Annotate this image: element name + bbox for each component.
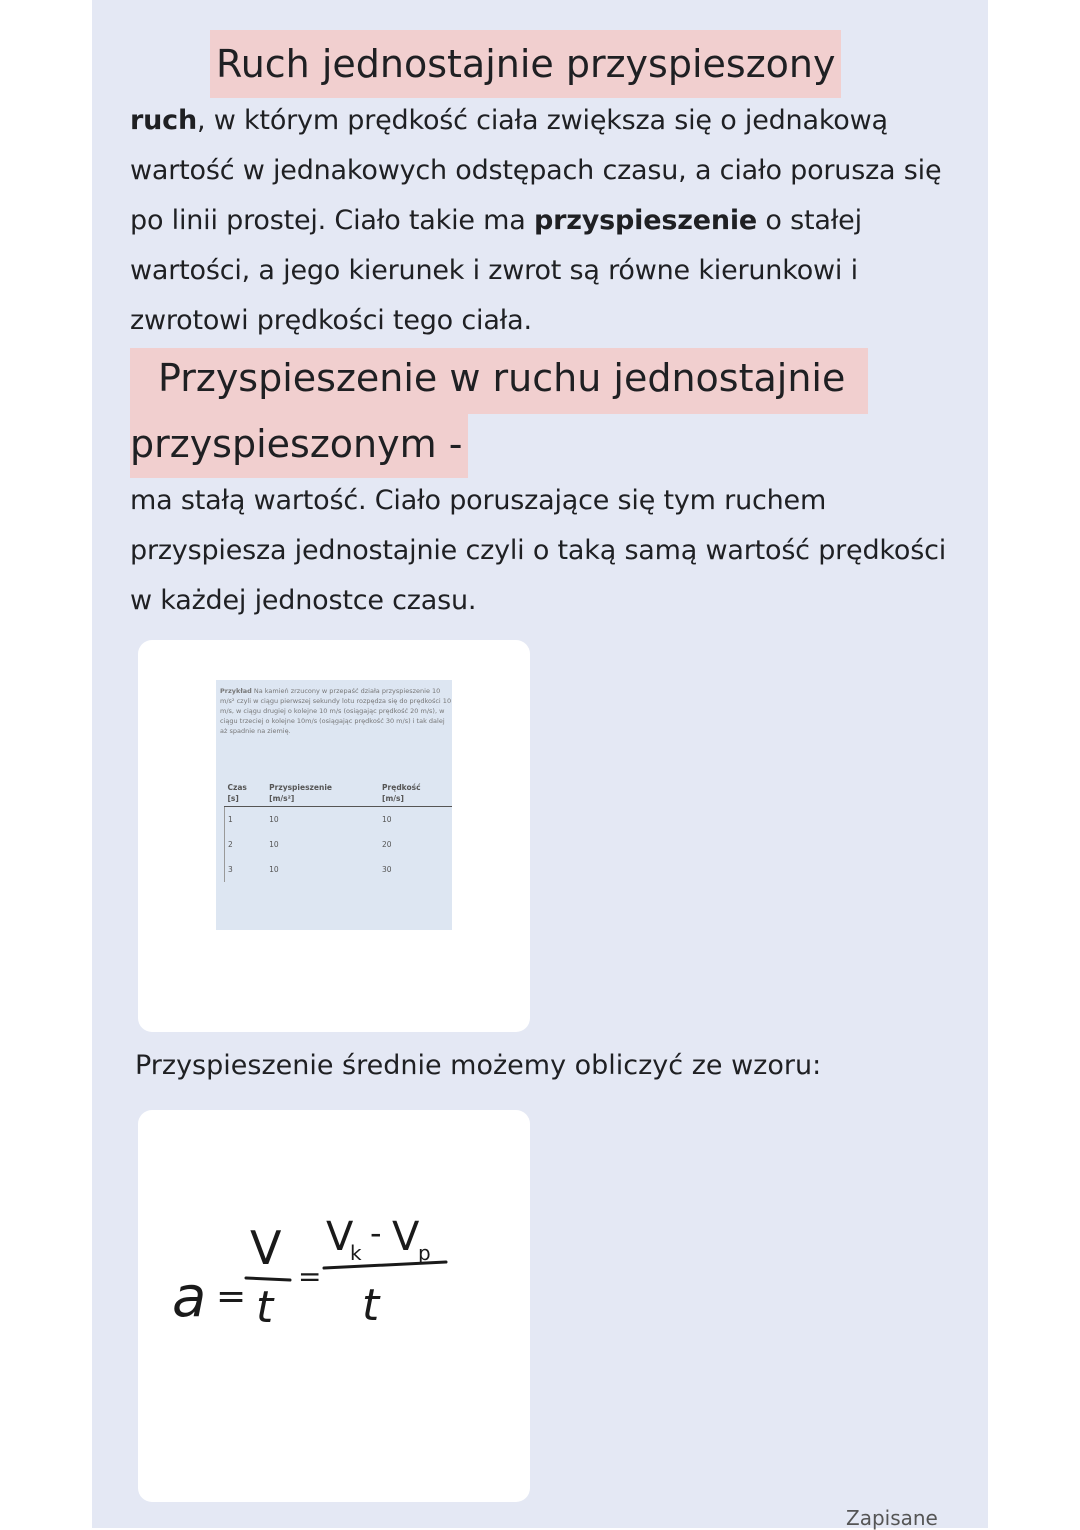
- header-przyspieszenie: Przyspieszenie [m/s²]: [266, 780, 379, 807]
- fraction-bar-2: [324, 1262, 446, 1268]
- handwriting-card[interactable]: [138, 1110, 530, 1502]
- table-row: 1 10 10: [225, 807, 453, 833]
- header-predkosc: Prędkość [m/s]: [379, 780, 452, 807]
- formula-vp: V: [392, 1214, 420, 1260]
- handwritten-formula: [138, 1110, 530, 1502]
- paragraph-text-1: , w którym prędkość ciała zwiększa się o jednakową wartość w jednakowych odstępach czasu, a ciało porusza się po linii prostej. Ciało takie ma: [130, 105, 942, 236]
- section1-paragraph: [130, 96, 950, 346]
- formula-vk-sub: k: [350, 1241, 362, 1265]
- example-image-card[interactable]: [138, 640, 530, 1032]
- save-status: Zapisane: [846, 1506, 938, 1530]
- table-row: 2 10 20: [225, 832, 453, 857]
- formula-lhs: a: [172, 1265, 207, 1330]
- section2-paragraph: ma stałą wartość. Ciało poruszające się tym ruchem przyspiesza jednostajnie czyli o taką samą wartość prędkości w każdej jednostce czasu.: [130, 485, 947, 616]
- formula-num1: V: [250, 1221, 282, 1275]
- formula-den1: t: [256, 1282, 274, 1333]
- header-czas: Czas [s]: [225, 780, 267, 807]
- keyword-ruch: ruch: [130, 105, 197, 136]
- example-label: Przykład: [220, 687, 252, 695]
- table-row: 3 10 30: [225, 857, 453, 882]
- formula-vk: V: [326, 1214, 354, 1260]
- section2-title-line1: Przyspieszenie w ruchu jednostajnie: [130, 348, 868, 414]
- example-text: [220, 686, 452, 736]
- example-body: Na kamień zrzucony w przepaść działa przyspieszenie 10 m/s² czyli w ciągu pierwszej sekundy lotu rozpędza się do prędkości 10 m/s, w ciągu drugiej o kolejne 10 m/s (osiągając prędkość 20 m/s), w ciągu trzeciej o kolejne 10m/s (osiągając prędkość 30 m/s) i tak dalej aż spadnie na ziemię.: [220, 687, 452, 735]
- example-table: [224, 780, 452, 882]
- formula-eq: =: [216, 1276, 247, 1317]
- formula-label: Przyspieszenie średnie możemy obliczyć ze wzoru:: [135, 1050, 822, 1081]
- keyword-przyspieszenie: przyspieszenie: [534, 205, 758, 236]
- section2-title-line2: przyspieszonym -: [130, 414, 468, 478]
- paragraph-text-2: o stałej wartości, a jego kierunek i zwrot są równe kierunkowi i zwrotowi prędkości tego ciała.: [130, 205, 862, 336]
- formula-eq-2: =: [298, 1260, 322, 1293]
- fraction-bar-1: [246, 1278, 290, 1280]
- section1-title: Ruch jednostajnie przyspieszony: [210, 30, 841, 98]
- formula-vp-sub: p: [418, 1241, 431, 1265]
- formula-minus: -: [370, 1214, 382, 1252]
- formula-den2: t: [362, 1280, 380, 1331]
- example-scan: [216, 680, 452, 930]
